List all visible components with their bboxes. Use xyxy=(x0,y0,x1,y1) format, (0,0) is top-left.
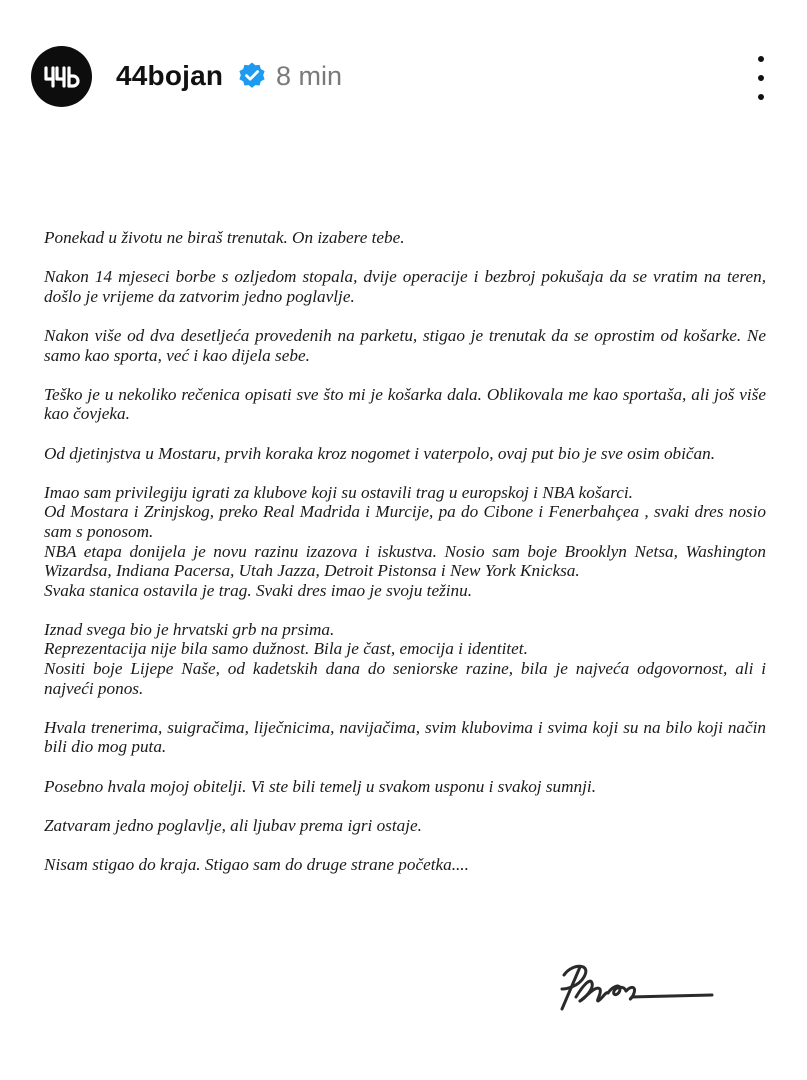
letter-paragraph xyxy=(44,718,766,757)
letter-line: Hvala trenerima, suigračima, liječnicima, navijačima, svim klubovima i svima koji su na bilo koji način bili dio mog puta. xyxy=(44,717,766,757)
letter-line: Ponekad u životu ne biraš trenutak. On izabere tebe. xyxy=(44,228,405,247)
letter-line: Od djetinjstva u Mostaru, prvih koraka kroz nogomet i vaterpolo, ovaj put bio je sve osim običan. xyxy=(44,443,716,463)
letter-paragraph xyxy=(44,855,766,875)
letter-paragraph xyxy=(44,816,766,836)
letter-line: Zatvaram jedno poglavlje, ali ljubav prema igri ostaje. xyxy=(44,815,422,835)
more-vertical-icon xyxy=(758,56,764,62)
letter-paragraph xyxy=(44,267,766,306)
letter-line: Svaka stanica ostavila je trag. Svaki dres imao je svoju težinu. xyxy=(44,580,473,600)
letter-paragraph xyxy=(44,777,766,797)
letter-line: NBA etapa donijela je novu razinu izazova i iskustva. Nosio sam boje Brooklyn Netsa, Washington Wizardsa, Indiana Pacersa, Utah Jazza, Detroit Pistonsa i New York Knicksa. xyxy=(44,541,766,581)
more-vertical-icon xyxy=(758,94,764,100)
letter-paragraph xyxy=(44,228,766,248)
letter-paragraph xyxy=(44,385,766,424)
post-header xyxy=(0,0,807,150)
more-options-button[interactable] xyxy=(744,56,778,100)
handwritten-signature-icon xyxy=(540,955,720,1015)
letter-line: Imao sam privilegiju igrati za klubove koji su ostavili trag u europskoj i NBA košarci. xyxy=(44,482,633,502)
letter-paragraph xyxy=(44,326,766,365)
username[interactable]: 44bojan xyxy=(116,60,224,91)
letter-line: Nisam stigao do kraja. Stigao sam do druge strane početka.... xyxy=(44,855,469,874)
letter-paragraph xyxy=(44,483,766,601)
verified-badge-icon xyxy=(237,61,267,91)
44b-logo-icon xyxy=(42,62,82,92)
letter-line: Reprezentacija nije bila samo dužnost. Bila je čast, emocija i identitet. xyxy=(44,639,528,659)
letter-paragraph xyxy=(44,444,766,464)
letter-line: Nakon 14 mjeseci borbe s ozljedom stopala, dvije operacije i bezbroj pokušaja da se vratim na teren, došlo je vrijeme da zatvorim jedno poglavlje. xyxy=(44,267,766,306)
retirement-letter xyxy=(44,228,766,894)
letter-line: Posebno hvala mojoj obitelji. Vi ste bili temelj u svakom usponu i svakoj sumnji. xyxy=(44,776,596,796)
avatar[interactable] xyxy=(31,46,92,107)
letter-line: Teško je u nekoliko rečenica opisati sve što mi je košarka dala. Oblikovala me kao sportaša, ali još više kao čovjeka. xyxy=(44,384,766,424)
letter-line: Nositi boje Lijepe Naše, od kadetskih dana do seniorske razine, bila je najveća odgovornost, ali i najveći ponos. xyxy=(44,659,766,698)
letter-line: Iznad svega bio je hrvatski grb na prsima. xyxy=(44,619,335,639)
post-time: 8 min xyxy=(276,61,343,91)
more-vertical-icon xyxy=(758,75,764,81)
letter-paragraph xyxy=(44,620,766,698)
letter-line: Nakon više od dva desetljeća provedenih na parketu, stigao je trenutak da se oprostim od košarke. Ne samo kao sporta, već i kao dijela sebe. xyxy=(44,325,766,365)
letter-line: Od Mostara i Zrinjskog, preko Real Madrida i Murcije, pa do Cibone i Fenerbahçea , svaki dres nosio sam s ponosom. xyxy=(44,502,766,541)
